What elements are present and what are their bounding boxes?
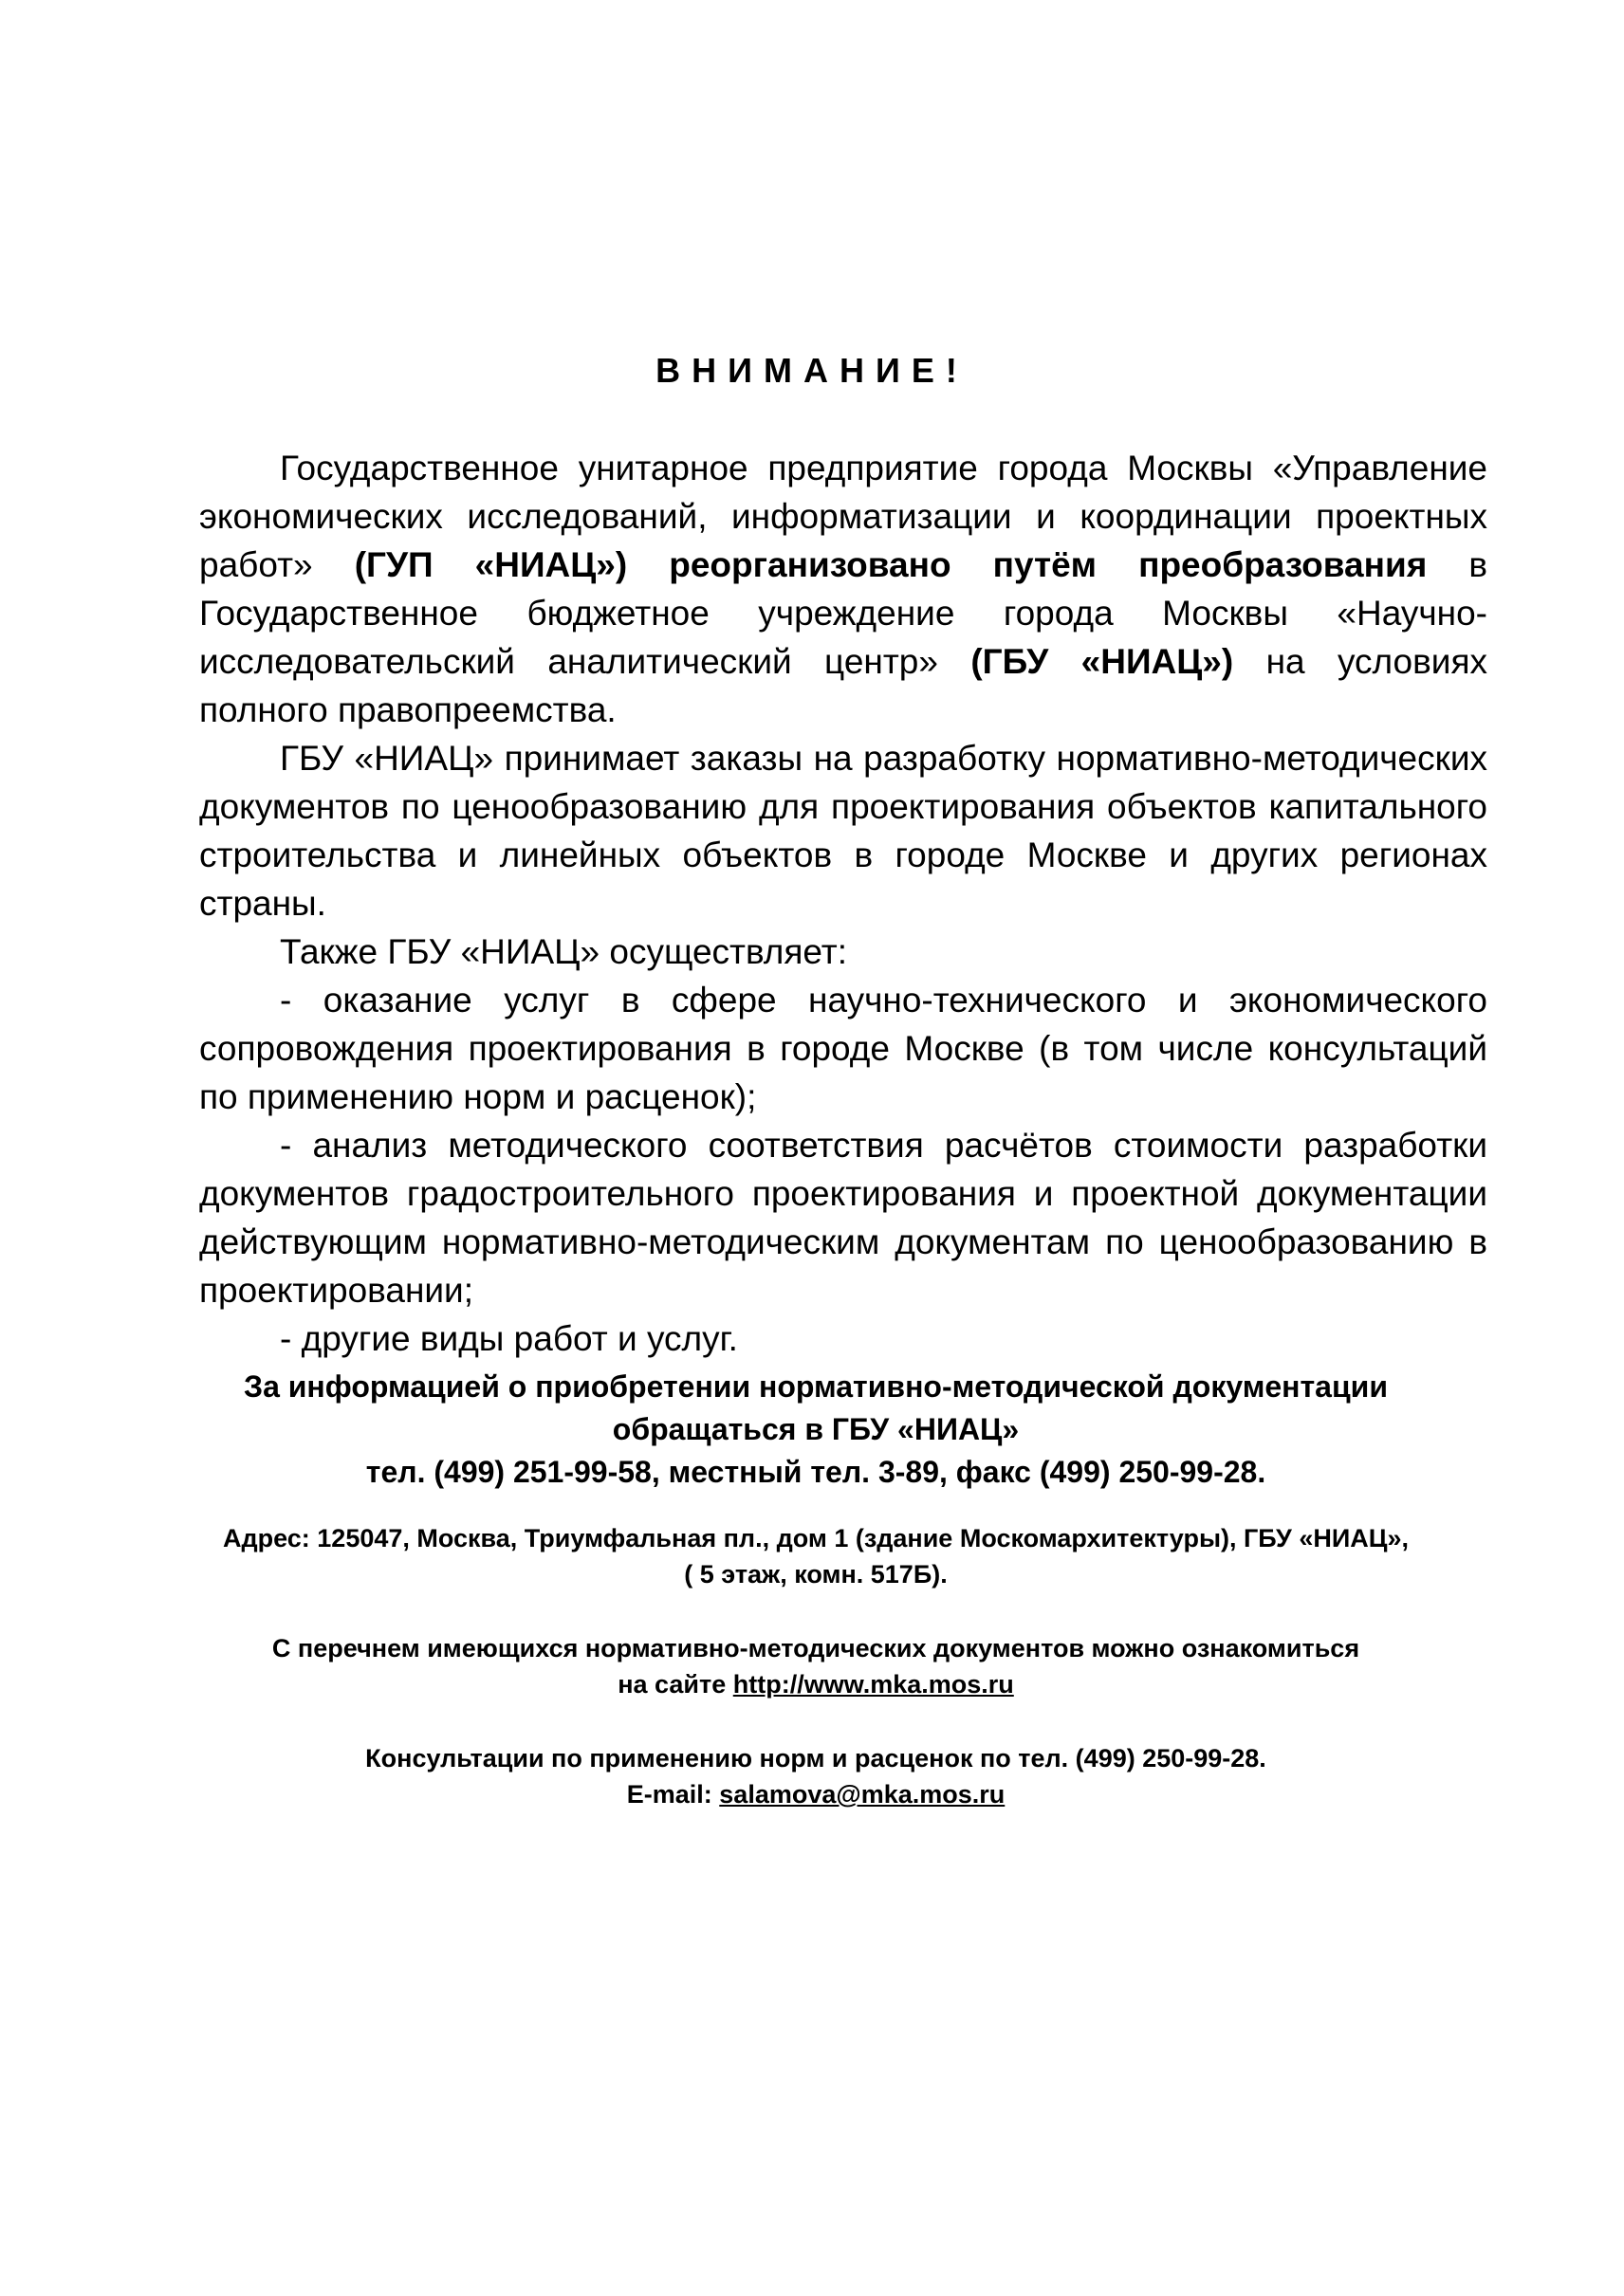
info-line: обращаться в ГБУ «НИАЦ»	[612, 1412, 1020, 1446]
notice-body	[199, 444, 1487, 1363]
list-item: - другие виды работ и услуг.	[280, 1319, 738, 1358]
paragraph1-part5: на условиях полного правопреемства.	[199, 642, 1487, 729]
catalog-block	[180, 1630, 1451, 1702]
address-line: Адрес: 125047, Москва, Триумфальная пл., дом 1 (здание Москомархитектуры), ГБУ «НИАЦ»,	[222, 1524, 1409, 1552]
contacts-section	[180, 1366, 1451, 1812]
consult-block	[180, 1740, 1451, 1812]
phone-line: тел. (499) 251-99-58, местный тел. 3-89, факс (499) 250-99-28.	[365, 1455, 1266, 1489]
catalog-line: С перечнем имеющихся нормативно-методических документов можно ознакомиться	[271, 1634, 1360, 1662]
email-line	[180, 1776, 1451, 1812]
consult-line: Консультации по применению норм и расценок по тел. (499) 250-99-28.	[365, 1744, 1266, 1773]
paragraph1-part3: в Государственное бюджетное учреждение города Москвы «Научно-исследовательский аналитический центр»	[199, 545, 1488, 681]
site-link[interactable]: http://www.mka.mos.ru	[732, 1670, 1014, 1699]
page-title: ВНИМАНИЕ!	[655, 351, 969, 390]
email-link[interactable]: salamova@mka.mos.ru	[719, 1780, 1006, 1809]
list-item: - анализ методического соответствия расчётов стоимости разработки документов градостроительного проектирования и проектной документации действующим нормативно-методическим документам по ценообразованию в проектировании;	[199, 1126, 1487, 1310]
info-block	[180, 1366, 1451, 1494]
address-line: ( 5 этаж, комн. 517Б).	[684, 1560, 948, 1589]
paragraph-services-intro: Также ГБУ «НИАЦ» осуществляет:	[280, 932, 847, 971]
paragraph1-part2: (ГУП «НИАЦ») реорганизовано путём преобразования	[354, 545, 1428, 584]
paragraph1-part1: Государственное унитарное предприятие города Москвы «Управление экономических исследований, информатизации и координации проектных работ»	[199, 449, 1487, 584]
address-block	[180, 1520, 1451, 1592]
paragraph1-part4: (ГБУ «НИАЦ»)	[970, 642, 1234, 681]
site-prefix: на сайте	[618, 1670, 733, 1699]
email-prefix: E-mail:	[626, 1780, 720, 1809]
list-item: - оказание услуг в сфере научно-технического и экономического сопровождения проектирования в городе Москве (в том числе консультаций по применению норм и расценок);	[199, 981, 1487, 1116]
paragraph-orders: ГБУ «НИАЦ» принимает заказы на разработку нормативно-методических документов по ценообразованию для проектирования объектов капитального строительства и линейных объектов в городе Москве и других регионах страны.	[199, 739, 1487, 923]
paragraph-reorganization	[199, 444, 1487, 734]
info-line: За информацией о приобретении нормативно-методической документации	[244, 1369, 1388, 1404]
catalog-site-line	[180, 1666, 1451, 1702]
